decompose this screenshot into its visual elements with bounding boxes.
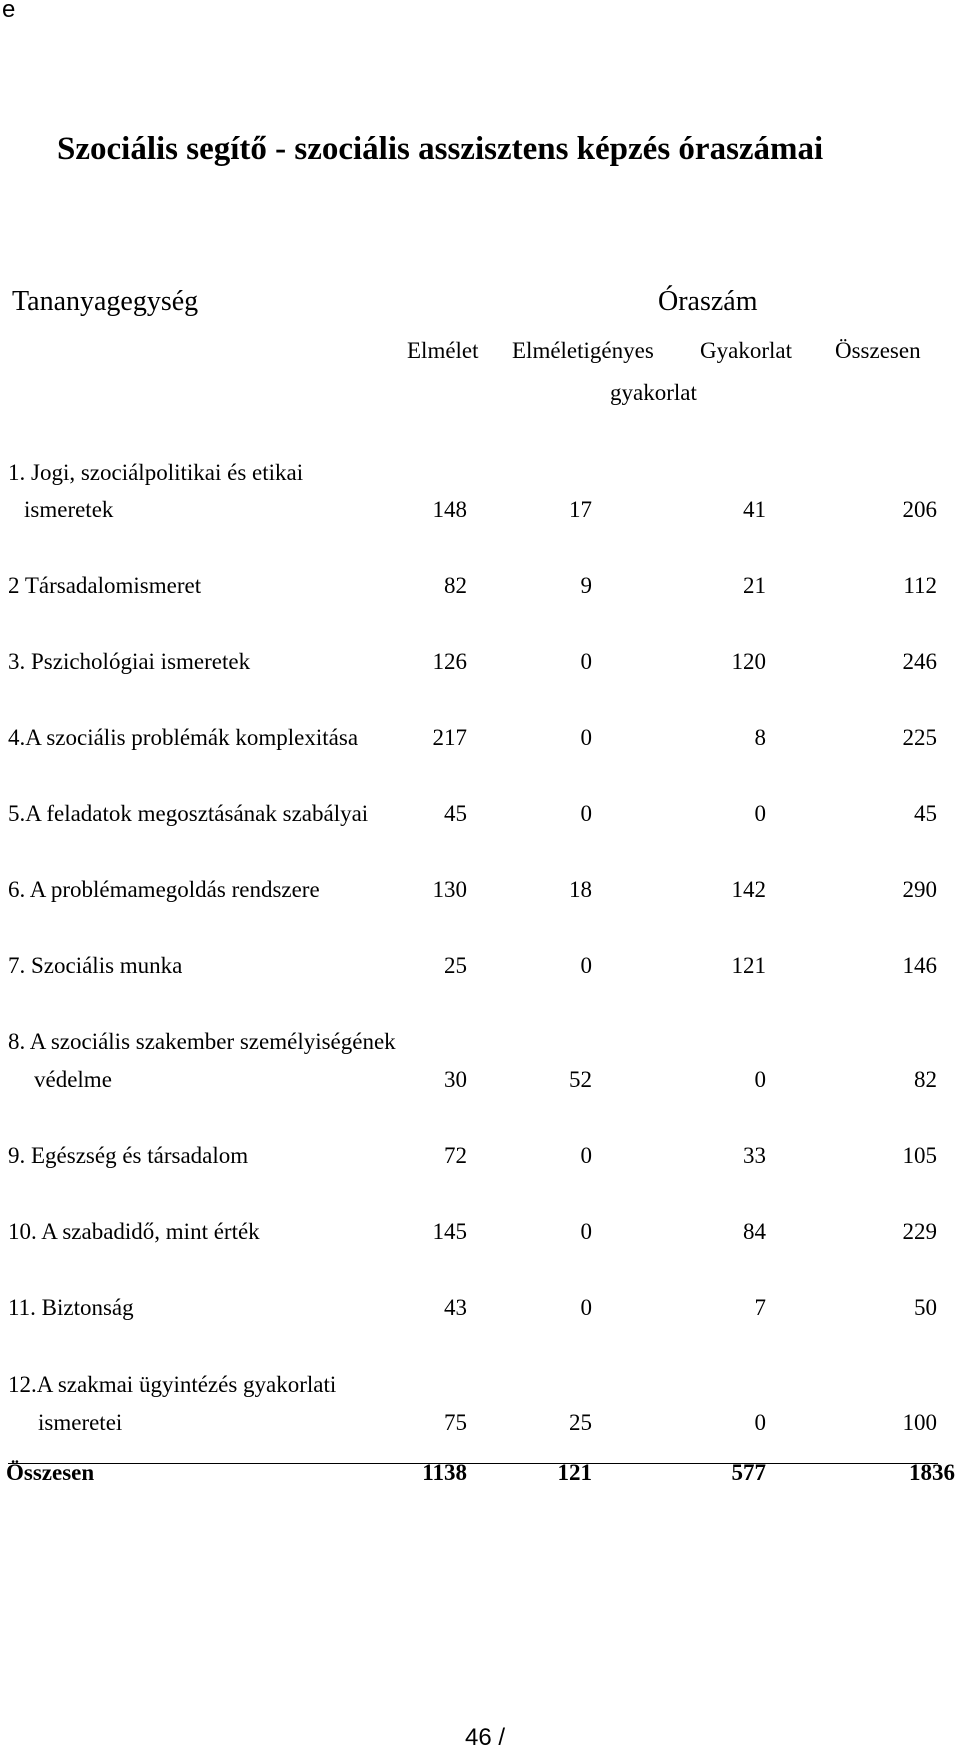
row-3-theory: 126 [432, 649, 467, 674]
column-header-total: Összesen [835, 338, 921, 363]
row-2-practice: 21 [743, 573, 766, 598]
row-1-theory: 148 [432, 497, 467, 522]
row-8-theory-intensive: 52 [569, 1067, 592, 1092]
row-4-practice: 8 [754, 725, 766, 750]
row-5-theory: 45 [444, 801, 467, 826]
row-10-theory: 145 [432, 1219, 467, 1244]
row-10-total: 229 [902, 1219, 937, 1244]
total-divider [8, 1463, 938, 1464]
row-1-label: 1. Jogi, szociálpolitikai és etikai [8, 460, 304, 485]
row-12-theory-intensive: 25 [569, 1410, 592, 1435]
row-8-total: 82 [914, 1067, 937, 1092]
row-8-label-line2: védelme [34, 1067, 112, 1092]
row-4-theory: 217 [432, 725, 467, 750]
row-6-total: 290 [902, 877, 937, 902]
row-4-total: 225 [902, 725, 937, 750]
row-4-theory-intensive: 0 [580, 725, 592, 750]
row-9-practice: 33 [743, 1143, 766, 1168]
row-8-practice: 0 [754, 1067, 766, 1092]
total-theory: 1138 [422, 1460, 467, 1485]
row-5-theory-intensive: 0 [580, 801, 592, 826]
corner-fragment: e [2, 0, 16, 23]
row-2-theory-intensive: 9 [580, 573, 592, 598]
page-number: 46 / [465, 1724, 506, 1751]
row-7-total: 146 [902, 953, 937, 978]
row-1-label-line2: ismeretek [24, 497, 114, 522]
row-3-label: 3. Pszichológiai ismeretek [8, 649, 251, 674]
row-4-label: 4.A szociális problémák komplexitása [8, 725, 359, 750]
row-3-total: 246 [902, 649, 937, 674]
row-12-practice: 0 [754, 1410, 766, 1435]
row-10-practice: 84 [743, 1219, 766, 1244]
column-header-practice: Gyakorlat [700, 338, 792, 363]
row-2-total: 112 [903, 573, 937, 598]
row-11-theory: 43 [444, 1295, 467, 1320]
row-9-theory-intensive: 0 [580, 1143, 592, 1168]
row-12-label: 12.A szakmai ügyintézés gyakorlati [8, 1372, 337, 1397]
row-9-total: 105 [902, 1143, 937, 1168]
row-6-label: 6. A problémamegoldás rendszere [8, 877, 320, 902]
row-10-label: 10. A szabadidő, mint érték [8, 1219, 260, 1244]
row-7-label: 7. Szociális munka [8, 953, 183, 978]
row-7-theory: 25 [444, 953, 467, 978]
row-11-theory-intensive: 0 [580, 1295, 592, 1320]
row-6-practice: 142 [731, 877, 766, 902]
row-5-label: 5.A feladatok megosztásának szabályai [8, 801, 369, 826]
column-header-theory-intensive-line2: gyakorlat [610, 380, 697, 405]
row-5-practice: 0 [754, 801, 766, 826]
total-practice: 577 [731, 1460, 766, 1485]
row-12-total: 100 [902, 1410, 937, 1435]
row-7-theory-intensive: 0 [580, 953, 592, 978]
column-header-hours: Óraszám [658, 286, 758, 317]
row-2-label: 2 Társadalomismeret [8, 573, 202, 598]
column-header-subject: Tananyagegység [12, 286, 199, 317]
row-2-theory: 82 [444, 573, 467, 598]
column-header-theory: Elmélet [407, 338, 479, 363]
total-label: Összesen [6, 1460, 95, 1485]
row-3-theory-intensive: 0 [580, 649, 592, 674]
row-5-total: 45 [914, 801, 937, 826]
row-8-theory: 30 [444, 1067, 467, 1092]
row-8-label: 8. A szociális szakember személyiségének [8, 1029, 396, 1054]
row-12-theory: 75 [444, 1410, 467, 1435]
row-9-label: 9. Egészség és társadalom [8, 1143, 249, 1168]
total-theory-intensive: 121 [557, 1460, 592, 1485]
column-header-theory-intensive: Elméletigényes [512, 338, 654, 363]
row-11-total: 50 [914, 1295, 937, 1320]
row-6-theory: 130 [432, 877, 467, 902]
page-title: Szociális segítő - szociális asszisztens képzés óraszámai [57, 131, 824, 167]
row-1-total: 206 [902, 497, 937, 522]
row-10-theory-intensive: 0 [580, 1219, 592, 1244]
row-12-label-line2: ismeretei [38, 1410, 123, 1435]
row-11-label: 11. Biztonság [8, 1295, 134, 1320]
row-1-theory-intensive: 17 [569, 497, 592, 522]
row-7-practice: 121 [731, 953, 766, 978]
row-11-practice: 7 [754, 1295, 766, 1320]
row-6-theory-intensive: 18 [569, 877, 592, 902]
row-3-practice: 120 [731, 649, 766, 674]
row-1-practice: 41 [743, 497, 766, 522]
row-9-theory: 72 [444, 1143, 467, 1168]
total-total: 1836 [909, 1460, 955, 1485]
